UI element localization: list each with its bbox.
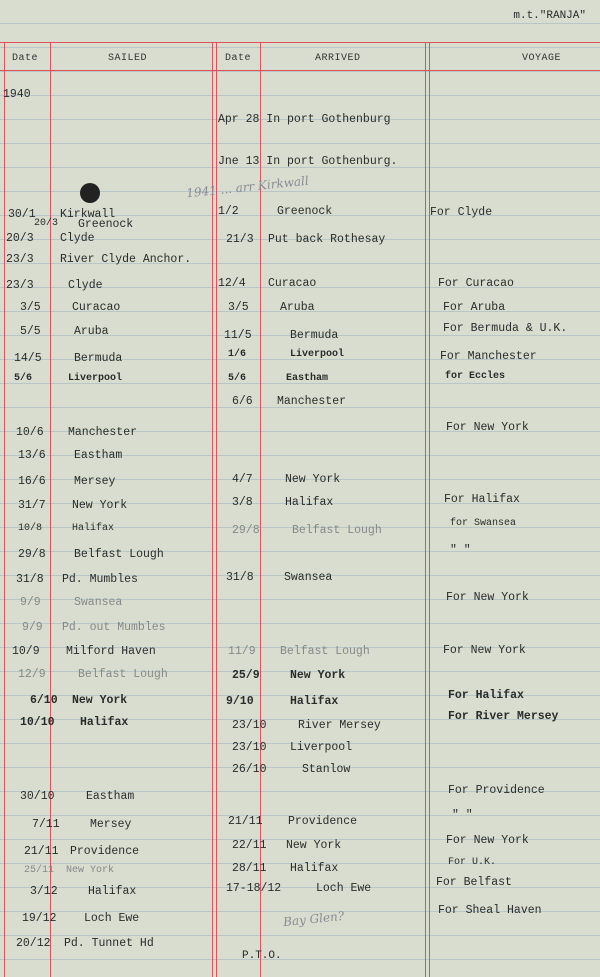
arrived-date: 31/8 xyxy=(226,571,254,584)
header-rule-bottom xyxy=(0,70,600,71)
voyage-entry: For New York xyxy=(446,834,529,847)
arrived-place: Belfast Lough xyxy=(280,645,370,658)
arrived-place: Bermuda xyxy=(290,329,339,342)
sailed-place: Curacao xyxy=(72,301,121,314)
arrived-date: 6/6 xyxy=(232,395,253,408)
voyage-entry: For Providence xyxy=(448,784,545,797)
sailed-date: 7/11 xyxy=(32,818,60,831)
sailed-place: New York xyxy=(66,865,115,876)
header-date-sailed: Date xyxy=(12,53,39,64)
arrived-date: 12/4 xyxy=(218,277,246,290)
arrived-place: Halifax xyxy=(290,695,339,708)
arrived-date: 25/9 xyxy=(232,669,260,682)
arrived-date: 1/2 xyxy=(218,205,239,218)
arrived-place: Liverpool xyxy=(290,741,353,754)
arrived-date: 1/6 xyxy=(228,349,247,360)
sailed-place: Eastham xyxy=(74,449,123,462)
sailed-date: 12/9 xyxy=(18,668,46,681)
sailed-date: 5/6 xyxy=(14,373,33,384)
arrived-place: Greenock xyxy=(277,205,333,218)
voyage-entry: for Swansea xyxy=(450,518,517,529)
sailed-place: Halifax xyxy=(80,716,129,729)
arrived-place: Liverpool xyxy=(290,349,345,360)
voyage-entry: For Halifax xyxy=(444,493,520,506)
sailed-date: 13/6 xyxy=(18,449,46,462)
sailed-date: 31/8 xyxy=(16,573,44,586)
sailed-place: Halifax xyxy=(88,885,137,898)
arrived-place: Aruba xyxy=(280,301,315,314)
port-note: Jne 13 In port Gothenburg. xyxy=(218,155,398,168)
sailed-place: Aruba xyxy=(74,325,109,338)
year-label: 1940 xyxy=(3,88,31,101)
arrived-date: 3/5 xyxy=(228,301,249,314)
voyage-entry: " " xyxy=(450,544,471,557)
column-rule xyxy=(425,42,426,977)
sailed-place: Mersey xyxy=(90,818,132,831)
sailed-date: 30/1 xyxy=(8,208,36,221)
arrived-place: New York xyxy=(290,669,346,682)
sailed-place: Loch Ewe xyxy=(84,912,140,925)
sailed-place: Pd. out Mumbles xyxy=(62,621,166,634)
voyage-entry: For Aruba xyxy=(443,301,506,314)
voyage-entry: for Eccles xyxy=(445,371,506,382)
voyage-entry: For Belfast xyxy=(436,876,512,889)
arrived-date: 22/11 xyxy=(232,839,267,852)
sailed-date: 10/9 xyxy=(12,645,40,658)
arrived-date: 21/11 xyxy=(228,815,263,828)
arrived-place: Stanlow xyxy=(302,763,351,776)
sailed-place: Mersey xyxy=(74,475,116,488)
sailed-date: 14/5 xyxy=(14,352,42,365)
sailed-place: Liverpool xyxy=(68,373,123,384)
sailed-place: Pd. Tunnet Hd xyxy=(64,937,154,950)
arrived-date: 4/7 xyxy=(232,473,253,486)
voyage-entry: For Bermuda & U.K. xyxy=(443,322,568,335)
sailed-date: 10/8 xyxy=(18,523,43,534)
sailed-place: Halifax xyxy=(72,523,115,534)
voyage-entry: For River Mersey xyxy=(448,710,559,723)
voyage-entry: For New York xyxy=(443,644,526,657)
voyage-entry: For U.K. xyxy=(448,857,497,868)
sailed-date: 29/8 xyxy=(18,548,46,561)
sailed-date: 16/6 xyxy=(18,475,46,488)
page-turn-note: P.T.O. xyxy=(242,950,282,962)
punch-hole xyxy=(80,183,100,203)
arrived-date: 11/9 xyxy=(228,645,256,658)
voyage-entry: For New York xyxy=(446,421,529,434)
arrived-place: Swansea xyxy=(284,571,333,584)
header-sailed: SAILED xyxy=(108,53,148,64)
sailed-place: Swansea xyxy=(74,596,123,609)
header-arrived: ARRIVED xyxy=(315,53,361,64)
sailed-place: New York xyxy=(72,694,128,707)
arrived-place: Halifax xyxy=(290,862,339,875)
voyage-entry: For Halifax xyxy=(448,689,524,702)
sailed-place: Clyde xyxy=(68,279,103,292)
sailed-place: Greenock xyxy=(78,218,134,231)
sailed-date: 5/5 xyxy=(20,325,41,338)
sailed-place: Belfast Lough xyxy=(74,548,164,561)
arrived-place: Loch Ewe xyxy=(316,882,372,895)
sailed-date: 25/11 xyxy=(24,865,55,876)
sailed-place: Belfast Lough xyxy=(78,668,168,681)
sailed-date: 23/3 xyxy=(6,253,34,266)
header-date-arrived: Date xyxy=(225,53,252,64)
sailed-date: 9/9 xyxy=(20,596,41,609)
sailed-place: Kirkwall xyxy=(60,208,116,221)
ship-name: m.t."RANJA" xyxy=(513,10,586,22)
arrived-place: Manchester xyxy=(277,395,347,408)
sailed-date: 6/10 xyxy=(30,694,58,707)
arrived-date: 28/11 xyxy=(232,862,267,875)
header-voyage: VOYAGE xyxy=(522,53,562,64)
arrived-place: Curacao xyxy=(268,277,317,290)
arrived-date: 29/8 xyxy=(232,524,260,537)
sailed-date: 31/7 xyxy=(18,499,46,512)
sailed-place: Bermuda xyxy=(74,352,123,365)
sailed-date: 10/10 xyxy=(20,716,55,729)
sailed-place: River Clyde Anchor. xyxy=(60,253,192,266)
column-rule xyxy=(4,42,5,977)
sailed-date: 19/12 xyxy=(22,912,57,925)
arrived-date: 23/10 xyxy=(232,719,267,732)
sailed-place: Providence xyxy=(70,845,140,858)
arrived-date: 3/8 xyxy=(232,496,253,509)
arrived-date: 21/3 xyxy=(226,233,254,246)
sailed-date: 20/3 xyxy=(6,232,34,245)
voyage-entry: For New York xyxy=(446,591,529,604)
handwritten-note: 1941 ... arr Kirkwall xyxy=(185,173,310,201)
arrived-place: Belfast Lough xyxy=(292,524,382,537)
sailed-place: Milford Haven xyxy=(66,645,156,658)
sailed-date: 9/9 xyxy=(22,621,43,634)
arrived-date: 5/6 xyxy=(228,373,247,384)
voyage-entry: For Clyde xyxy=(430,206,493,219)
sailed-date: 3/5 xyxy=(20,301,41,314)
arrived-place: New York xyxy=(285,473,341,486)
arrived-date: 23/10 xyxy=(232,741,267,754)
header-rule-top xyxy=(0,42,600,43)
arrived-place: Halifax xyxy=(285,496,334,509)
sailed-date: 3/12 xyxy=(30,885,58,898)
voyage-entry: For Curacao xyxy=(438,277,514,290)
voyage-entry: For Sheal Haven xyxy=(438,904,542,917)
voyage-entry: For Manchester xyxy=(440,350,537,363)
port-note: Apr 28 In port Gothenburg xyxy=(218,113,391,126)
arrived-place: River Mersey xyxy=(298,719,381,732)
sailed-place: Eastham xyxy=(86,790,135,803)
column-rule xyxy=(50,42,51,977)
column-rule xyxy=(429,42,430,977)
handwritten-note: Bay Glen? xyxy=(282,908,345,930)
arrived-date: 26/10 xyxy=(232,763,267,776)
arrived-place: Put back Rothesay xyxy=(268,233,386,246)
arrived-place: Providence xyxy=(288,815,358,828)
arrived-date: 11/5 xyxy=(224,329,252,342)
sailed-date: 10/6 xyxy=(16,426,44,439)
sailed-place: Clyde xyxy=(60,232,95,245)
voyage-entry: " " xyxy=(452,809,473,822)
sailed-date: 23/3 xyxy=(6,279,34,292)
sailed-place: New York xyxy=(72,499,128,512)
sailed-place: Manchester xyxy=(68,426,138,439)
arrived-place: New York xyxy=(286,839,342,852)
sailed-date: 20/3 xyxy=(34,218,59,229)
column-rule xyxy=(212,42,213,977)
sailed-place: Pd. Mumbles xyxy=(62,573,138,586)
arrived-date: 17-18/12 xyxy=(226,882,282,895)
sailed-date: 20/12 xyxy=(16,937,51,950)
sailed-date: 21/11 xyxy=(24,845,59,858)
arrived-date: 9/10 xyxy=(226,695,254,708)
sailed-date: 30/10 xyxy=(20,790,55,803)
arrived-place: Eastham xyxy=(286,373,329,384)
